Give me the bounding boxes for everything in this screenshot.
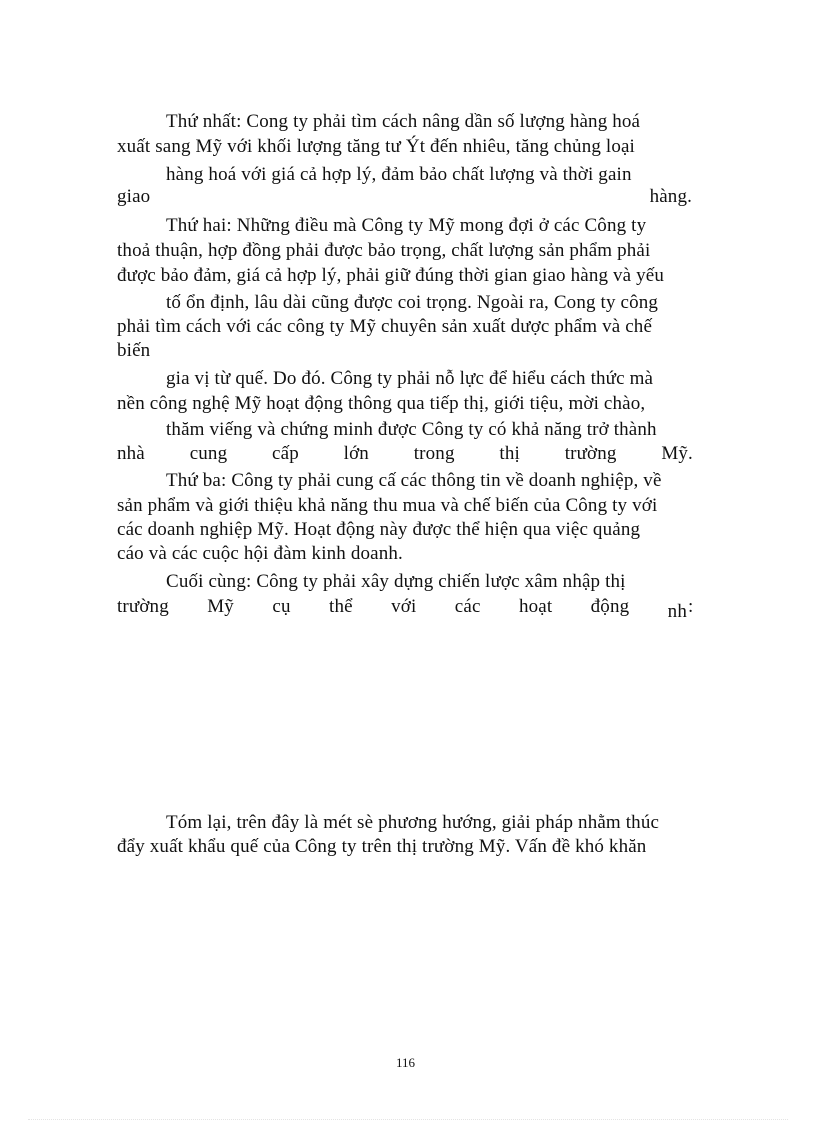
word: thị [499,443,520,464]
page-bottom-divider [28,1119,788,1120]
paragraph-line: Thứ hai: Những điều mà Công ty Mỹ mong đợi ở các Công ty [166,215,647,236]
paragraph-line: thăm viếng và chứng minh được Công ty có khả năng trở thành [166,419,657,440]
justified-line [117,186,692,208]
word: trường [564,443,617,464]
word: cung [189,443,228,464]
paragraph-line: các doanh nghiệp Mỹ. Hoạt động này được thể hiện qua việc quảng [117,519,641,540]
paragraph-line: biến [117,340,151,361]
paragraph-line: thoả thuận, hợp đồng phải được bảo trọng, chất lượng sản phẩm phải [117,240,651,261]
word: trong [413,443,455,464]
paragraph-line: xuất sang Mỹ với khối lượng tăng tư Ýt đến nhiêu, tăng chủng loại [117,136,635,157]
paragraph-line: Tóm lại, trên đây là mét sè phương hướng, giải pháp nhằm thúc [166,812,660,833]
word: lớn [343,443,369,464]
word: Mỹ [207,596,234,617]
paragraph-line: hàng hoá với giá cả hợp lý, đảm bảo chất lượng và thời gain [166,164,632,185]
paragraph-line: Thứ ba: Công ty phải cung cấ các thông tin về doanh nghiệp, về [166,470,662,491]
word: các [454,596,481,617]
word: giao [117,186,151,207]
paragraph-line: sản phẩm và giới thiệu khả năng thu mua và chế biến của Công ty với [117,495,658,516]
word-subscript: nh [667,601,687,622]
word: hoạt [518,596,553,617]
paragraph-line: cáo và các cuộc hội đàm kinh doanh. [117,543,403,564]
word: Mỹ. [661,443,693,464]
paragraph-line: tố ổn định, lâu dài cũng được coi trọng. Ngoài ra, Cong ty công [166,292,659,313]
word: nhà [117,443,145,464]
justified-line [117,596,687,622]
paragraph-line: đẩy xuất khẩu quế của Công ty trên thị trường Mỹ. Vấn đề khó khăn [117,836,647,857]
colon-mark: : [688,596,694,617]
word: với [391,596,417,617]
paragraph-line: nền công nghệ Mỹ hoạt động thông qua tiếp thị, giới tiệu, mời chào, [117,393,646,414]
word: động [590,596,630,617]
word: hàng. [649,186,692,207]
paragraph-line: phải tìm cách với các công ty Mỹ chuyên sản xuất dược phẩm và chế [117,316,653,337]
justified-line [117,443,693,465]
word: thể [329,596,353,617]
paragraph-line: Cuối cùng: Công ty phải xây dựng chiến lược xâm nhập thị [166,571,626,592]
paragraph-line: được bảo đảm, giá cả hợp lý, phải giữ đúng thời gian giao hàng và yếu [117,265,665,286]
paragraph-line: gia vị từ quế. Do đó. Công ty phải nỗ lực để hiểu cách thức mà [166,368,654,389]
word: trường [117,596,169,617]
paragraph-line: Thứ nhất: Cong ty phải tìm cách nâng dần số lượng hàng hoá [166,111,641,132]
page-number: 116 [396,1055,416,1070]
word: cụ [272,596,291,617]
word: cấp [272,443,299,464]
